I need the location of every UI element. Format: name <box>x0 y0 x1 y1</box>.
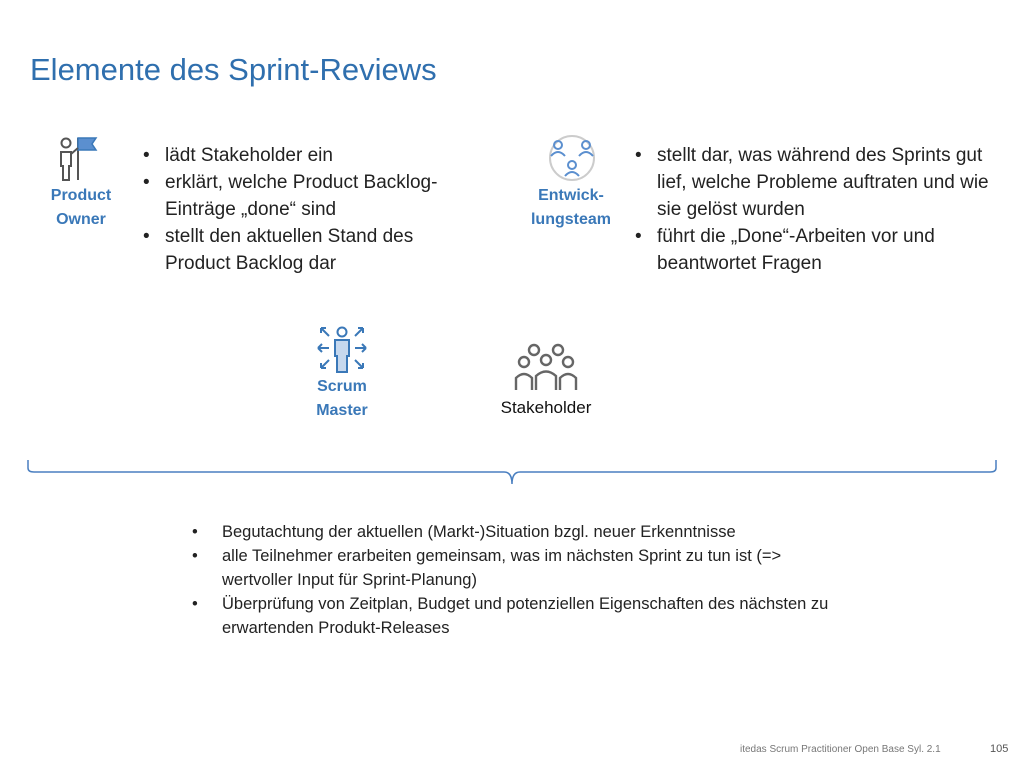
dev-team-bullets <box>635 142 1015 277</box>
stakeholder-group-icon <box>514 342 578 394</box>
product-owner-label <box>40 184 122 232</box>
summary-bullets <box>190 520 830 640</box>
list-item: • Überprüfung von Zeitplan, Budget und potenziellen Eigenschaften des nächsten zu erwartenden Produkt-Releases <box>190 592 830 640</box>
team-network-icon <box>544 132 600 184</box>
stakeholder-label: Stakeholder <box>500 398 592 417</box>
dev-team-label-line1: Entwick- <box>538 187 604 204</box>
list-item: • erklärt, welche Product Backlog-Einträge „done“ sind <box>143 169 473 223</box>
list-item: • alle Teilnehmer erarbeiten gemeinsam, was im nächsten Sprint zu tun ist (=> wertvoller Input für Sprint-Planung) <box>190 544 830 592</box>
list-item: • stellt dar, was während des Sprints gut lief, welche Probleme auftraten und wie sie gelöst wurden <box>635 142 1015 223</box>
product-owner-flag-icon <box>56 134 106 184</box>
dev-team-label <box>521 184 621 232</box>
curly-brace <box>26 456 998 490</box>
scrum-master-label-line1: Scrum <box>317 378 367 395</box>
scrum-master-arrows-icon <box>315 324 369 374</box>
product-owner-label-line1: Product <box>50 187 112 204</box>
page-number: 105 <box>990 743 1009 755</box>
product-owner-bullets <box>143 142 473 277</box>
scrum-master-label <box>301 375 383 423</box>
list-item: • stellt den aktuellen Stand des Product Backlog dar <box>143 223 473 277</box>
list-item: • lädt Stakeholder ein <box>143 142 473 169</box>
list-item: • führt die „Done“-Arbeiten vor und beantwortet Fragen <box>635 223 1015 277</box>
footer-text: itedas Scrum Practitioner Open Base Syl. 2.1 <box>740 744 941 755</box>
dev-team-label-line2: lungsteam <box>530 211 611 228</box>
slide-title: Elemente des Sprint-Reviews <box>30 52 437 87</box>
product-owner-label-line2: Owner <box>56 211 106 228</box>
scrum-master-label-line2: Master <box>316 402 368 419</box>
list-item: • Begutachtung der aktuellen (Markt-)Situation bzgl. neuer Erkenntnisse <box>190 520 830 544</box>
